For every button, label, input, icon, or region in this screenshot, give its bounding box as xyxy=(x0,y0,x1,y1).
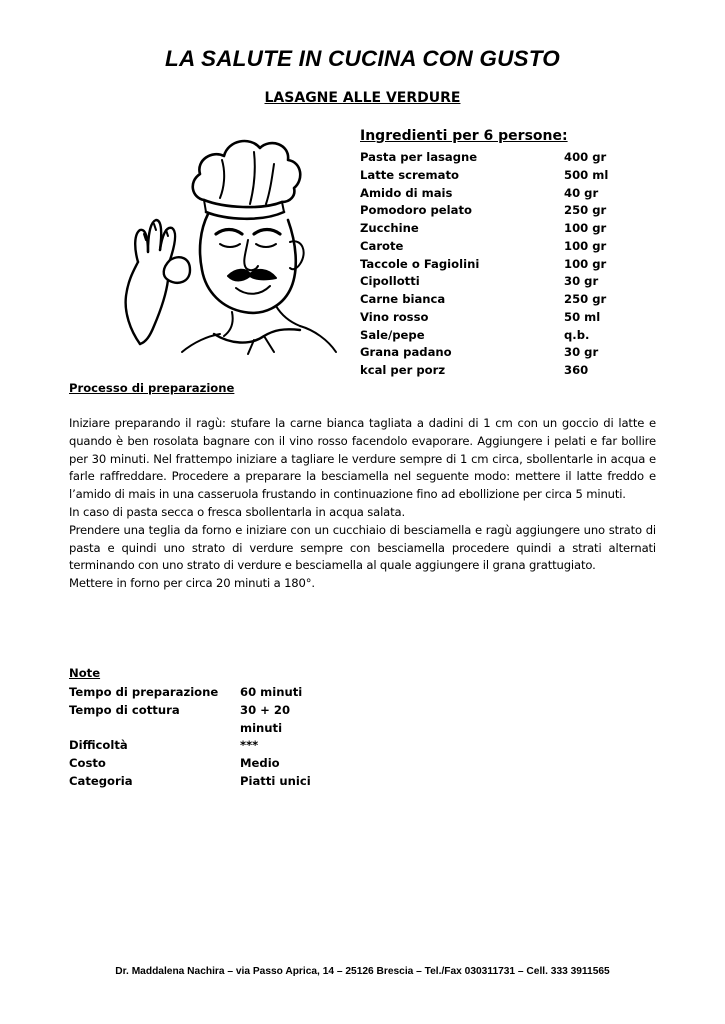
ingredients-heading: Ingredienti per 6 persone: xyxy=(360,128,568,144)
note-value: Piatti unici xyxy=(240,773,311,788)
preparation-paragraph: In caso di pasta secca o fresca sbollentarla in acqua salata. xyxy=(69,504,406,519)
recipe-title: LASAGNE ALLE VERDURE xyxy=(264,90,461,106)
page-title: LA SALUTE IN CUCINA CON GUSTO xyxy=(165,46,560,71)
ingredient-qty: 30 gr xyxy=(564,274,599,289)
ingredient-name: Vino rosso xyxy=(360,309,429,324)
chef-icon xyxy=(104,130,340,355)
ingredient-row xyxy=(360,273,620,291)
ingredient-qty: 100 gr xyxy=(564,221,607,235)
ingredient-qty: 100 gr xyxy=(564,256,607,271)
note-value: *** xyxy=(240,738,259,753)
note-row xyxy=(69,773,312,791)
ingredients-list xyxy=(360,149,620,380)
ingredient-row xyxy=(360,149,620,167)
ingredient-qty: 250 gr xyxy=(564,292,607,306)
note-label: Tempo di preparazione xyxy=(69,685,219,699)
note-label: Difficoltà xyxy=(69,738,128,753)
ingredient-row xyxy=(360,256,620,274)
ingredient-name: Pasta per lasagne xyxy=(360,150,478,164)
preparation-text xyxy=(69,415,656,593)
ingredient-name: Latte scremato xyxy=(360,167,459,182)
ingredient-row xyxy=(360,185,620,203)
note-value: Medio xyxy=(240,756,280,771)
ingredient-row xyxy=(360,238,620,256)
ingredient-qty: 360 xyxy=(564,363,589,377)
ingredient-qty: 250 gr xyxy=(564,203,607,218)
ingredient-name: kcal per porz xyxy=(360,363,446,377)
ingredient-qty: 30 gr xyxy=(564,345,599,360)
ingredient-row xyxy=(360,167,620,185)
ingredient-name: Sale/pepe xyxy=(360,327,425,342)
note-value: 30 + 20 minuti xyxy=(240,702,291,735)
note-row xyxy=(69,755,312,773)
ingredient-name: Pomodoro pelato xyxy=(360,203,472,218)
ingredient-name: Zucchine xyxy=(360,221,419,235)
preparation-paragraph: Iniziare preparando il ragù: stufare la carne bianca tagliata a dadini di 1 cm con un goccio di latte e quando è ben rosolata bagnare con il vino rosso facendolo evaporare. Aggiungere i pelati e far bollire per 30 minuti. Nel frattempo iniziare a tagliare le verdure sempre di 1 cm circa, sbollentarle in acqua e farle raffreddare. Procedere a preparare la besciamella nel seguente modo: mettere il latte freddo e l’amido di mais in una casseruola frustando in continuazione fino ad ebollizione per circa 5 minuti. xyxy=(69,416,656,502)
preparation-heading: Processo di preparazione xyxy=(69,381,235,395)
ingredient-qty: 50 ml xyxy=(564,309,601,324)
ingredient-name: Carne bianca xyxy=(360,292,446,306)
ingredient-name: Amido di mais xyxy=(360,185,453,200)
note-row xyxy=(69,702,312,738)
note-row xyxy=(69,684,312,702)
ingredient-row xyxy=(360,362,620,380)
note-label: Costo xyxy=(69,756,106,771)
preparation-paragraph: Prendere una teglia da forno e iniziare con un cucchiaio di besciamella e ragù aggiungere uno strato di pasta e quindi uno strato di verdure sempre con besciamella procedere quindi a strati alternati terminando con uno strato di verdure e besciamella al quale aggiungere il grana grattugiato. xyxy=(69,522,656,573)
footer-contact: Dr. Maddalena Nachira – via Passo Aprica, 14 – 25126 Brescia – Tel./Fax 030311731 – Cell. 333 3911565 xyxy=(115,966,610,977)
note-row xyxy=(69,737,312,755)
ingredient-row xyxy=(360,309,620,327)
note-label: Categoria xyxy=(69,773,133,788)
ingredient-row xyxy=(360,344,620,362)
ingredient-qty: 500 ml xyxy=(564,167,609,182)
ingredient-name: Taccole o Fagiolini xyxy=(360,256,480,271)
note-label: Tempo di cottura xyxy=(69,702,180,717)
ingredient-qty: 400 gr xyxy=(564,150,607,164)
preparation-paragraph: Mettere in forno per circa 20 minuti a 180°. xyxy=(69,576,315,591)
ingredient-qty: 40 gr xyxy=(564,185,599,200)
ingredient-row xyxy=(360,327,620,345)
ingredient-name: Grana padano xyxy=(360,345,452,360)
ingredient-name: Carote xyxy=(360,238,404,253)
notes-table xyxy=(69,684,312,791)
ingredient-qty: q.b. xyxy=(564,327,590,342)
notes-heading: Note xyxy=(69,666,101,680)
ingredient-name: Cipollotti xyxy=(360,274,420,289)
ingredient-row xyxy=(360,291,620,309)
ingredient-row xyxy=(360,220,620,238)
ingredient-row xyxy=(360,202,620,220)
note-value: 60 minuti xyxy=(240,685,303,699)
ingredient-qty: 100 gr xyxy=(564,238,607,253)
